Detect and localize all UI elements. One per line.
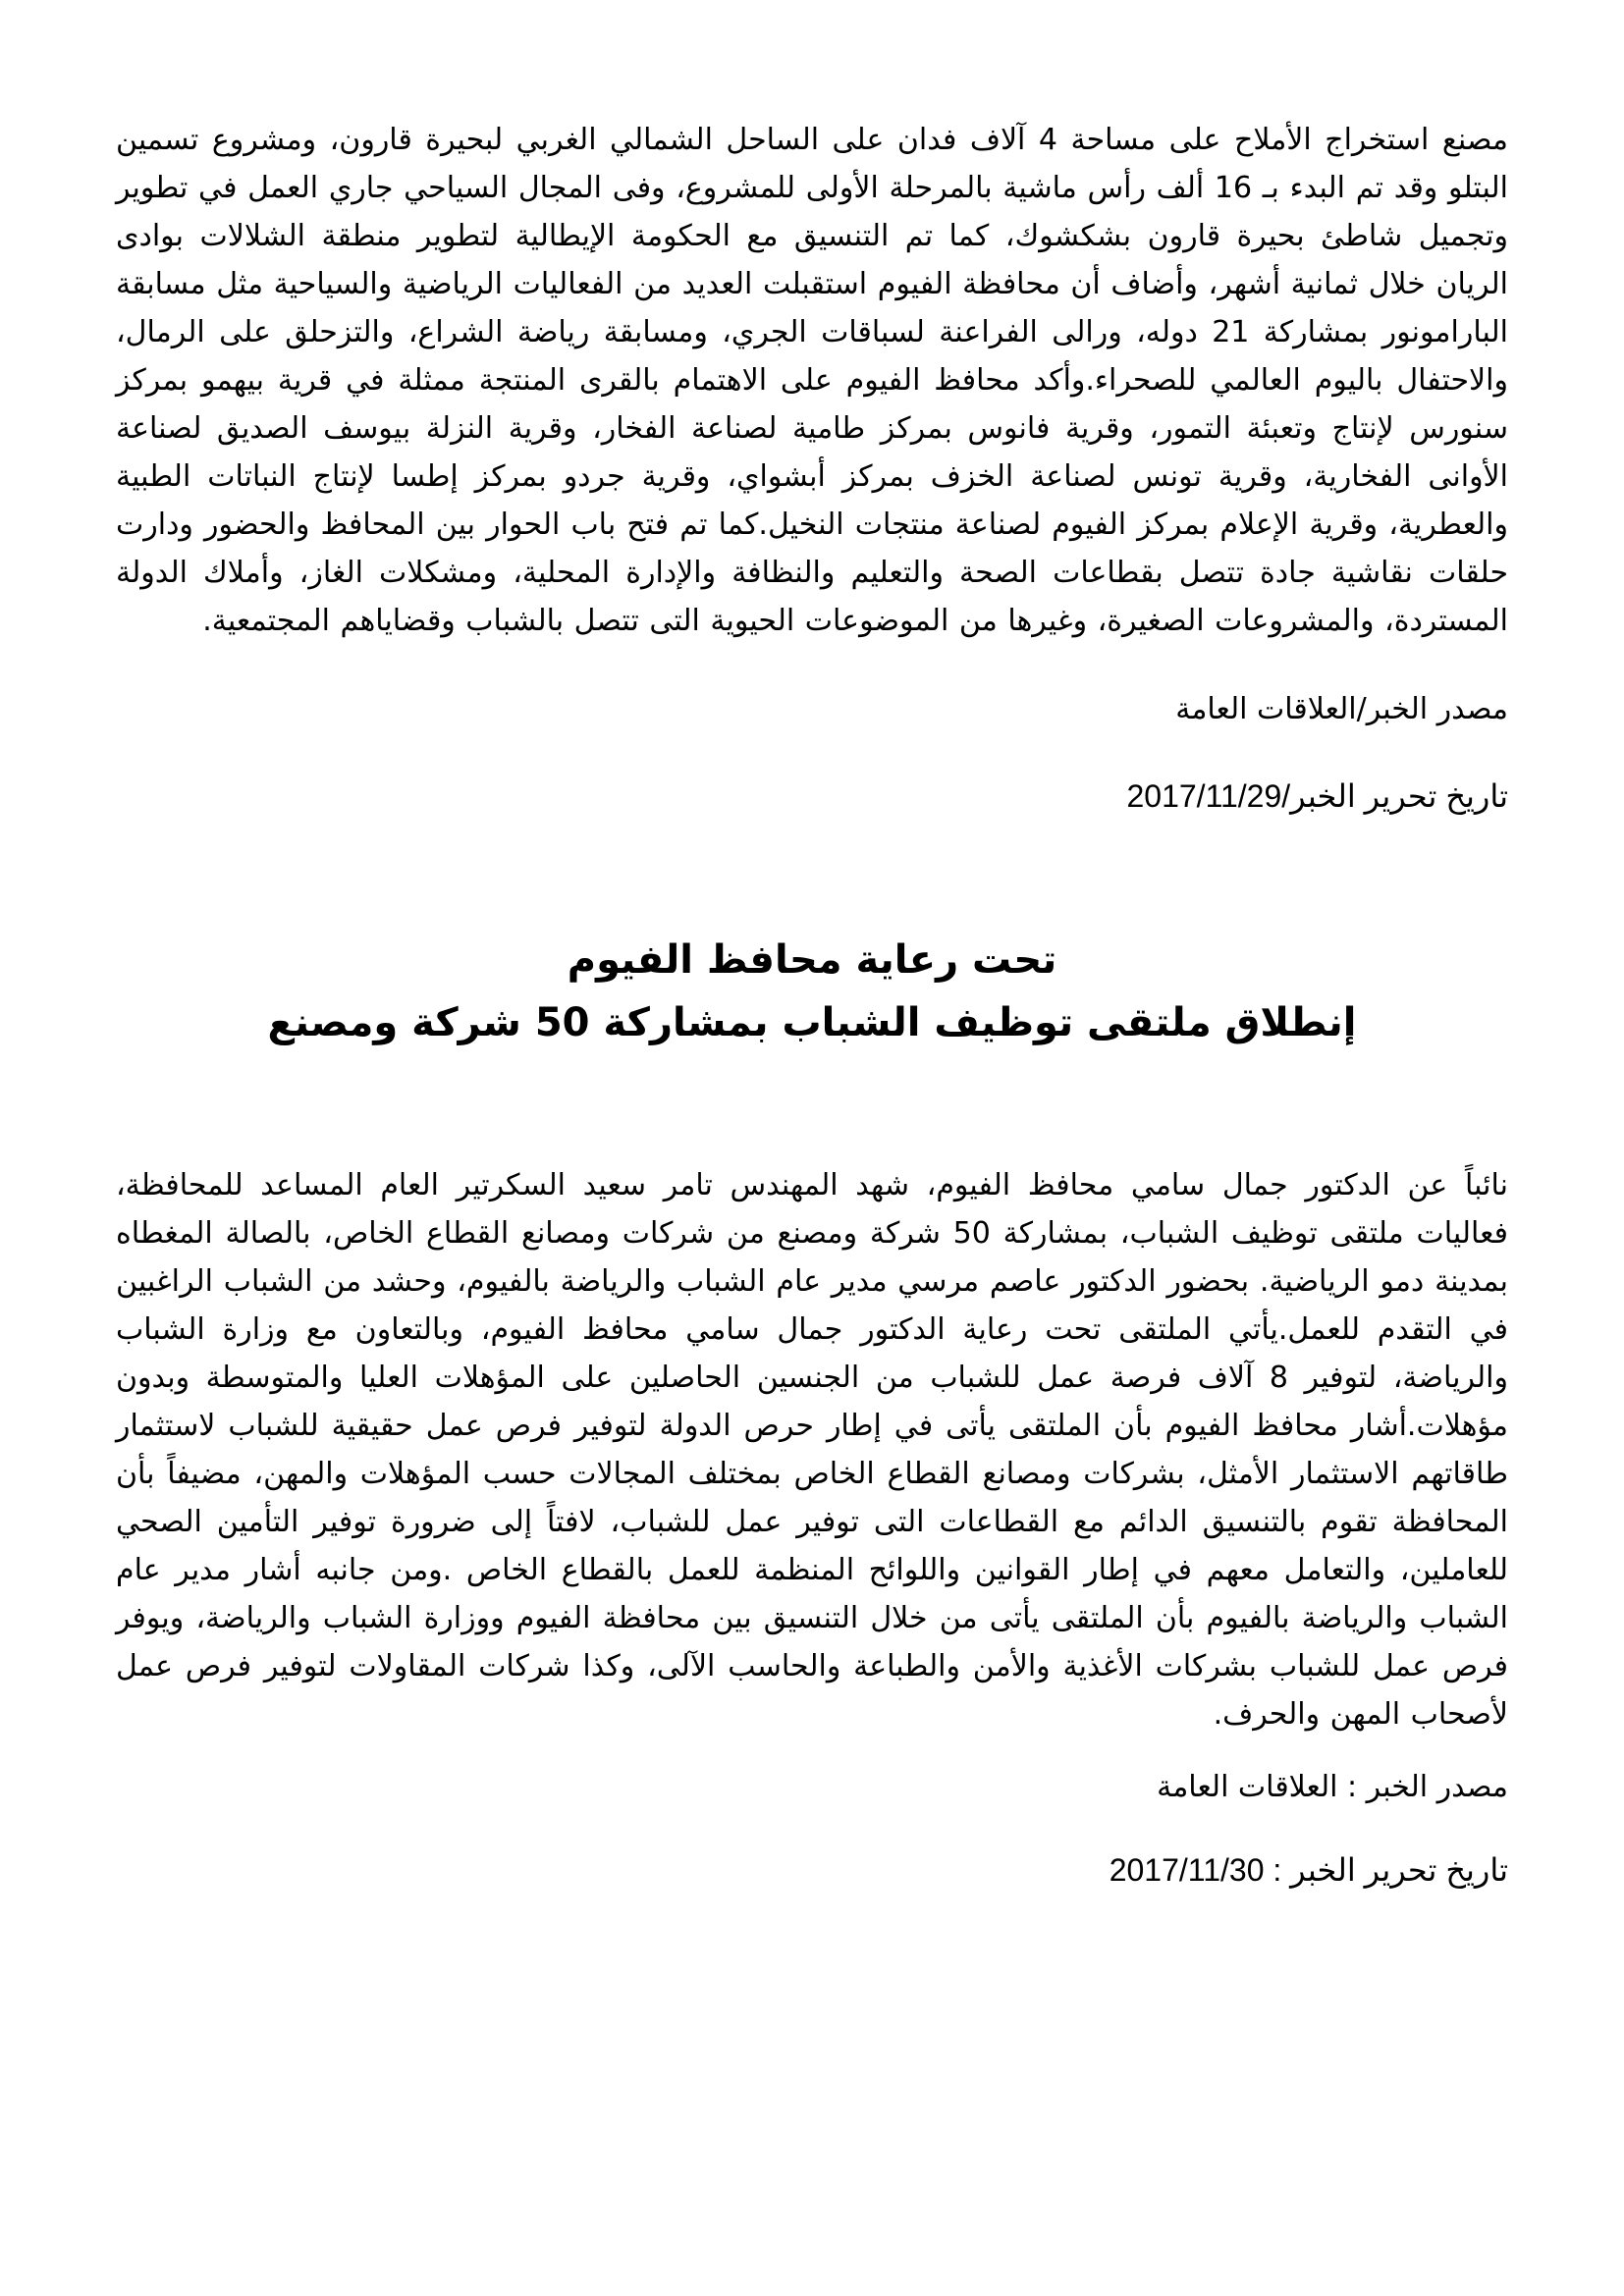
article-1-source-line: مصدر الخبر/العلاقات العامة <box>1175 692 1508 726</box>
article-2-body-paragraph: نائباً عن الدكتور جمال سامي محافظ الفيوم، شهد المهندس تامر سعيد السكرتير العام المساعد للمحافظة، فعاليات ملتقى توظيف الشباب، بمشاركة 50 شركة ومصنع من شركات ومصانع القطاع الخاص، بالصالة المغطاه بمدينة دمو الرياضية. بحضور الدكتور عاصم مرسي مدير عام الشباب والرياضة بالفيوم، وحشد من الشباب الراغبين في التقدم للعمل.يأتي الملتقى تحت رعاية الدكتور جمال سامي محافظ الفيوم، وبالتعاون مع وزارة الشباب والرياضة، لتوفير 8 آلاف فرصة عمل للشباب من الجنسين الحاصلين على المؤهلات العليا والمتوسطة وبدون مؤهلات.أشار محافظ الفيوم بأن الملتقى يأتى في إطار حرص الدولة لتوفير فرص عمل حقيقية للشباب لاستثمار طاقاتهم الاستثمار الأمثل، بشركات ومصانع القطاع الخاص بمختلف المجالات حسب المؤهلات والمهن، مضيفاً بأن المحافظة تقوم بالتنسيق الدائم مع القطاعات التى توفير عمل للشباب، لافتاً إلى ضرورة توفير التأمين الصحي للعاملين، والتعامل معهم في إطار القوانين واللوائح المنظمة للعمل بالقطاع الخاص .ومن جانبه أشار مدير عام الشباب والرياضة بالفيوم بأن الملتقى يأتى من خلال التنسيق بين محافظة الفيوم ووزارة الشباب والرياضة، ويوفر فرص عمل للشباب بشركات الأغذية والأمن والطباعة والحاسب الآلى، وكذا شركات المقاولات لتوفير فرص عمل لأصحاب المهن والحرف. <box>116 1168 1508 1732</box>
article-2-source-line: مصدر الخبر : العلاقات العامة <box>1157 1770 1508 1804</box>
document-page <box>116 116 1508 2296</box>
article-2-title-line-1: تحت رعاية محافظ الفيوم <box>567 937 1057 983</box>
article-1-body-paragraph: مصنع استخراج الأملاح على مساحة 4 آلاف فدان على الساحل الشمالي الغربي لبحيرة قارون، ومشروع تسمين البتلو وقد تم البدء بـ 16 ألف رأس ماشية بالمرحلة الأولى للمشروع، وفى المجال السياحي جاري العمل في تطوير وتجميل شاطئ بحيرة قارون بشكشوك، كما تم التنسيق مع الحكومة الإيطالية لتطوير منطقة الشلالات بوادى الريان خلال ثمانية أشهر، وأضاف أن محافظة الفيوم استقبلت العديد من الفعاليات الرياضية والسياحية مثل مسابقة البارامونور بمشاركة 21 دوله، ورالى الفراعنة لسباقات الجري، ومسابقة رياضة الشراع، والتزحلق على الرمال، والاحتفال باليوم العالمي للصحراء.وأكد محافظ الفيوم على الاهتمام بالقرى المنتجة ممثلة في قرية بيهمو بمركز سنورس لإنتاج وتعبئة التمور، وقرية فانوس بمركز طامية لصناعة الفخار، وقرية النزلة بيوسف الصديق لصناعة الأوانى الفخارية، وقرية تونس لصناعة الخزف بمركز أبشواي، وقرية جردو بمركز إطسا لإنتاج النباتات الطبية والعطرية، وقرية الإعلام بمركز الفيوم لصناعة منتجات النخيل.كما تم فتح باب الحوار بين المحافظ والحضور ودارت حلقات نقاشية جادة تتصل بقطاعات الصحة والتعليم والنظافة والإدارة المحلية، ومشكلات الغاز، وأملاك الدولة المستردة، والمشروعات الصغيرة، وغيرها من الموضوعات الحيوية التى تتصل بالشباب وقضاياهم المجتمعية. <box>116 123 1508 638</box>
article-2-title-line-2: إنطلاق ملتقى توظيف الشباب بمشاركة 50 شركة ومصنع <box>267 1000 1357 1045</box>
article-2-date-line: تاريخ تحرير الخبر : 2017/11/30 <box>1109 1852 1508 1888</box>
article-1-date-line: تاريخ تحرير الخبر/2017/11/29 <box>1126 778 1508 814</box>
